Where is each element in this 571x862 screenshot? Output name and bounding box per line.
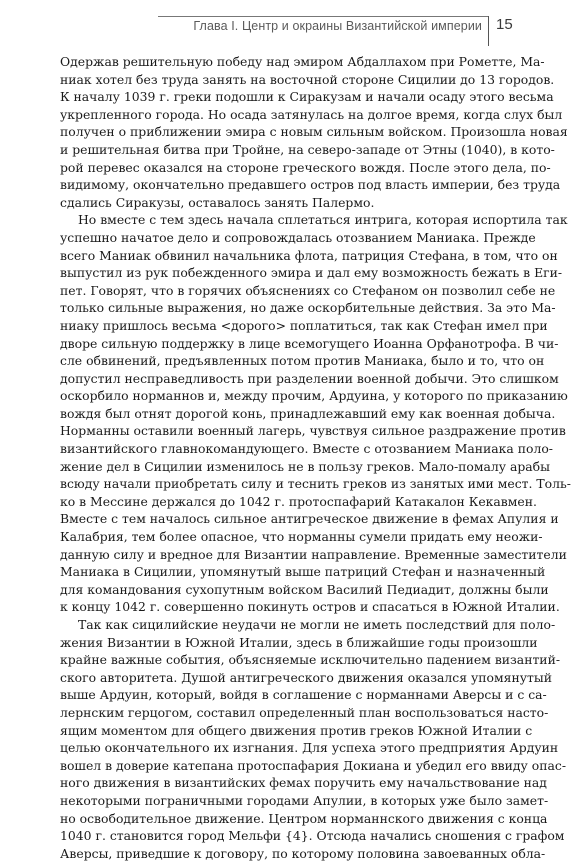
text-line: оскорбило норманнов и, между прочим, Ардуина, у которого по приказанию xyxy=(60,388,568,404)
text-line: Так как сицилийские неудачи не могли не иметь последствий для поло- xyxy=(78,617,556,632)
header-rule xyxy=(158,16,488,17)
text-line: данную силу и вредное для Византии направление. Временные заместители xyxy=(60,546,567,562)
text-line: получен о приближении эмира с новым сильным войском. Произошла новая xyxy=(60,124,568,140)
text-line: но освободительное движение. Центром норманнского движения с конца xyxy=(60,810,548,826)
text-line: укрепленного города. Но осада затянулась на долгое время, когда слух был xyxy=(60,106,563,122)
text-line: крайне важные события, объясняемые исключительно падением византий- xyxy=(60,652,561,668)
text-line: допустил несправедливость при разделении военной добычи. Это слишком xyxy=(60,370,559,386)
text-line: для командования сухопутным войском Василий Педиадит, должны были xyxy=(60,581,549,597)
text-line: пет. Говорят, что в горячих объяснениях со Стефаном он позволил себе не xyxy=(60,282,556,298)
text-line: дворе сильную поддержку в лице всемогущего Иоанна Орфанотрофа. В чи- xyxy=(60,335,559,351)
text-line: целью окончательного их изгнания. Для успеха этого предприятия Ардуин xyxy=(60,740,559,756)
text-line: всего Маниак обвинил начальника флота, патриция Стефана, в том, что он xyxy=(60,247,558,263)
text-line: вождя был отнят дорогой конь, принадлежавший ему как военная добыча. xyxy=(60,405,556,421)
text-line: видимому, окончательно предавшего остров под власть империи, без труда xyxy=(60,177,561,193)
header-divider xyxy=(488,16,489,46)
text-line: ящим моментом для общего движения против греков Южной Италии с xyxy=(60,722,533,738)
paragraph xyxy=(60,211,571,616)
text-line: ского авторитета. Душой антигреческого движения оказался упомянутый xyxy=(60,669,552,685)
text-line: Аверсы, приведшие к договору, по которому половина завоеванных обла- xyxy=(60,845,546,861)
text-line: ко в Мессине держался до 1042 г. протоспафарий Катакалон Кекавмен. xyxy=(60,493,537,509)
text-line: Калабрия, тем более опасное, что норманны сумели придать ему неожи- xyxy=(60,529,543,545)
text-line: к концу 1042 г. совершенно покинуть остров и спасаться в Южной Италии. xyxy=(60,599,560,615)
text-line: ниаку пришлось весьма <дорого> поплатиться, так как Стефан имел при xyxy=(60,317,548,333)
text-line: только сильные выражения, но даже оскорбительные действия. За это Ма- xyxy=(60,300,556,316)
text-line: и решительная битва при Тройне, на северо-западе от Этны (1040), в кото- xyxy=(60,141,555,157)
text-line: Вместе с тем началось сильное антигреческое движение в фемах Апулия и xyxy=(60,511,559,527)
text-line: К началу 1039 г. греки подошли к Сиракузам и начали осаду этого весьма xyxy=(60,89,554,105)
text-line: всюду начали приобретать силу и теснить греков из занятых ими мест. Толь- xyxy=(60,476,571,492)
text-line: вошел в доверие катепана протоспафария Докиана и убедил его ввиду опас- xyxy=(60,757,567,773)
text-line: выше Ардуин, который, войдя в соглашение с норманнами Аверсы и с са- xyxy=(60,687,547,703)
text-line: жение дел в Сицилии изменилось не в пользу греков. Мало-помалу арабы xyxy=(60,458,550,474)
text-line: византийского главнокомандующего. Вместе с отозванием Маниака поло- xyxy=(60,441,553,457)
text-line: лернским герцогом, составил определенный план воспользоваться насто- xyxy=(60,704,549,720)
paragraph xyxy=(60,616,567,862)
text-line: сле обвинений, предъявленных потом против Маниака, было и то, что он xyxy=(60,353,545,369)
text-line: Норманны оставили военный лагерь, чувствуя сильное раздражение против xyxy=(60,423,566,439)
page-number: 15 xyxy=(496,16,513,33)
text-line: ниак хотел без труда занять на восточной стороне Сицилии до 13 городов. xyxy=(60,71,555,87)
text-line: ного движения в византийских фемах поручить ему начальствование над xyxy=(60,775,547,791)
body-text xyxy=(60,53,571,862)
text-line: сдались Сиракузы, оставалось занять Палермо. xyxy=(60,194,375,210)
running-head xyxy=(0,0,540,44)
paragraph xyxy=(60,53,568,211)
text-line: Маниака в Сицилии, упомянутый выше патриций Стефан и назначенный xyxy=(60,564,546,580)
text-line: 1040 г. становится город Мельфи {4}. Отсюда начались сношения с графом xyxy=(60,828,565,844)
text-line: успешно начатое дело и сопровождалась отозванием Маниака. Прежде xyxy=(60,229,536,245)
text-line: рой перевес оказался на стороне греческого вождя. После этого дела, по- xyxy=(60,159,551,175)
text-line: жения Византии в Южной Италии, здесь в ближайшие годы произошли xyxy=(60,634,538,650)
text-line: Но вместе с тем здесь начала сплетаться интрига, которая испортила так xyxy=(78,212,568,228)
text-line: некоторыми пограничными городами Апулии, в которых уже было замет- xyxy=(60,792,549,808)
text-line: выпустил из рук побежденного эмира и дал ему возможность бежать в Еги- xyxy=(60,265,563,281)
text-line: Одержав решительную победу над эмиром Абдаллахом при Рометте, Ма- xyxy=(60,54,545,69)
chapter-title: Глава I. Центр и окраины Византийской империи xyxy=(193,19,482,33)
